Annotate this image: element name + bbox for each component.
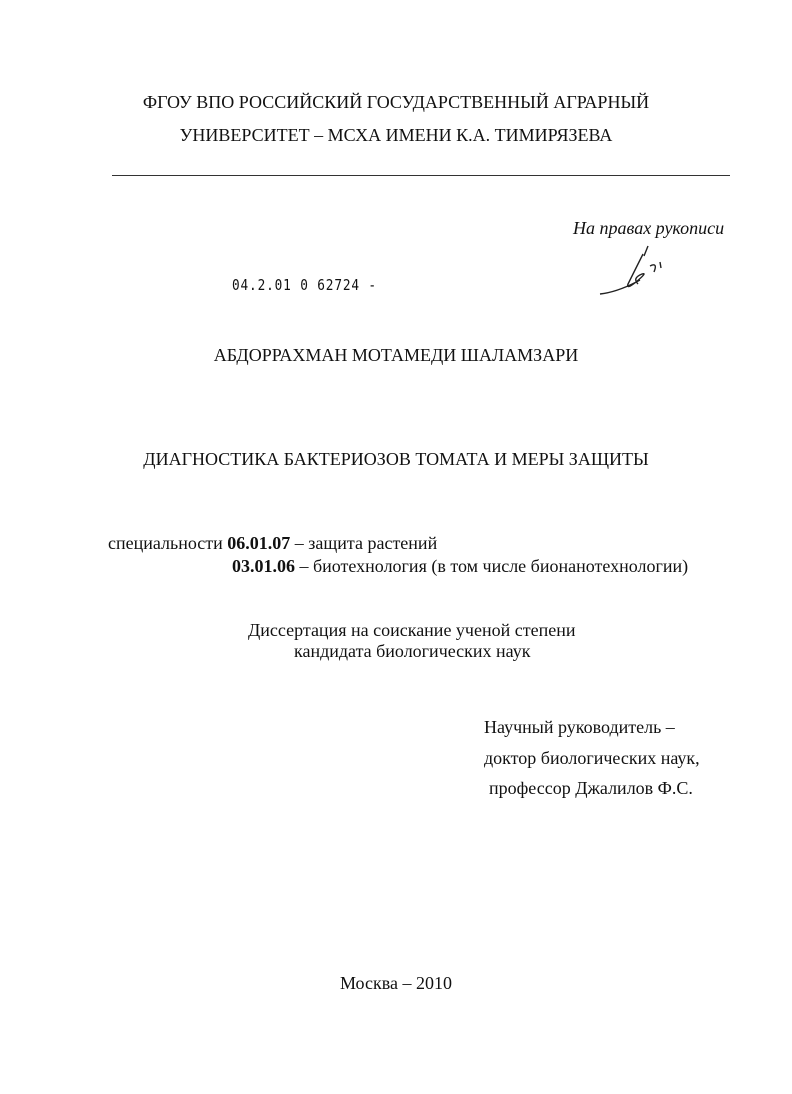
rights-note: На правах рукописи — [573, 218, 725, 238]
specialty-line-2 — [232, 556, 688, 577]
dissertation-title: ДИАГНОСТИКА БАКТЕРИОЗОВ ТОМАТА И МЕРЫ ЗАЩИТЫ — [143, 449, 649, 469]
specialty-name-1: – защита растений — [294, 533, 438, 553]
specialty-name-2: – биотехнология (в том числе бионанотехнологии) — [299, 556, 689, 576]
city-year: Москва – 2010 — [340, 973, 452, 993]
specialty-line-1 — [108, 533, 437, 554]
registration-code: 04.2.01 0 62724 - — [232, 276, 377, 294]
dissertation-line-1: Диссертация на соискание ученой степени — [248, 620, 576, 640]
specialty-prefix: специальности — [108, 533, 223, 553]
supervisor-line-3: профессор Джалилов Ф.С. — [489, 778, 693, 798]
signature — [598, 244, 668, 296]
supervisor-line-2: доктор биологических наук, — [484, 748, 700, 768]
author-name: АБДОРРАХМАН МОТАМЕДИ ШАЛАМЗАРИ — [213, 345, 579, 365]
institution-line-2: УНИВЕРСИТЕТ – МСХА ИМЕНИ К.А. ТИМИРЯЗЕВА — [179, 125, 613, 145]
institution-line-1: ФГОУ ВПО РОССИЙСКИЙ ГОСУДАРСТВЕННЫЙ АГРАРНЫЙ — [142, 92, 650, 112]
header-divider — [112, 175, 730, 176]
specialty-code-2: 03.01.06 — [232, 556, 295, 576]
dissertation-line-2: кандидата биологических наук — [294, 641, 531, 661]
supervisor-line-1: Научный руководитель – — [484, 717, 675, 737]
specialty-code-1: 06.01.07 — [227, 533, 291, 553]
